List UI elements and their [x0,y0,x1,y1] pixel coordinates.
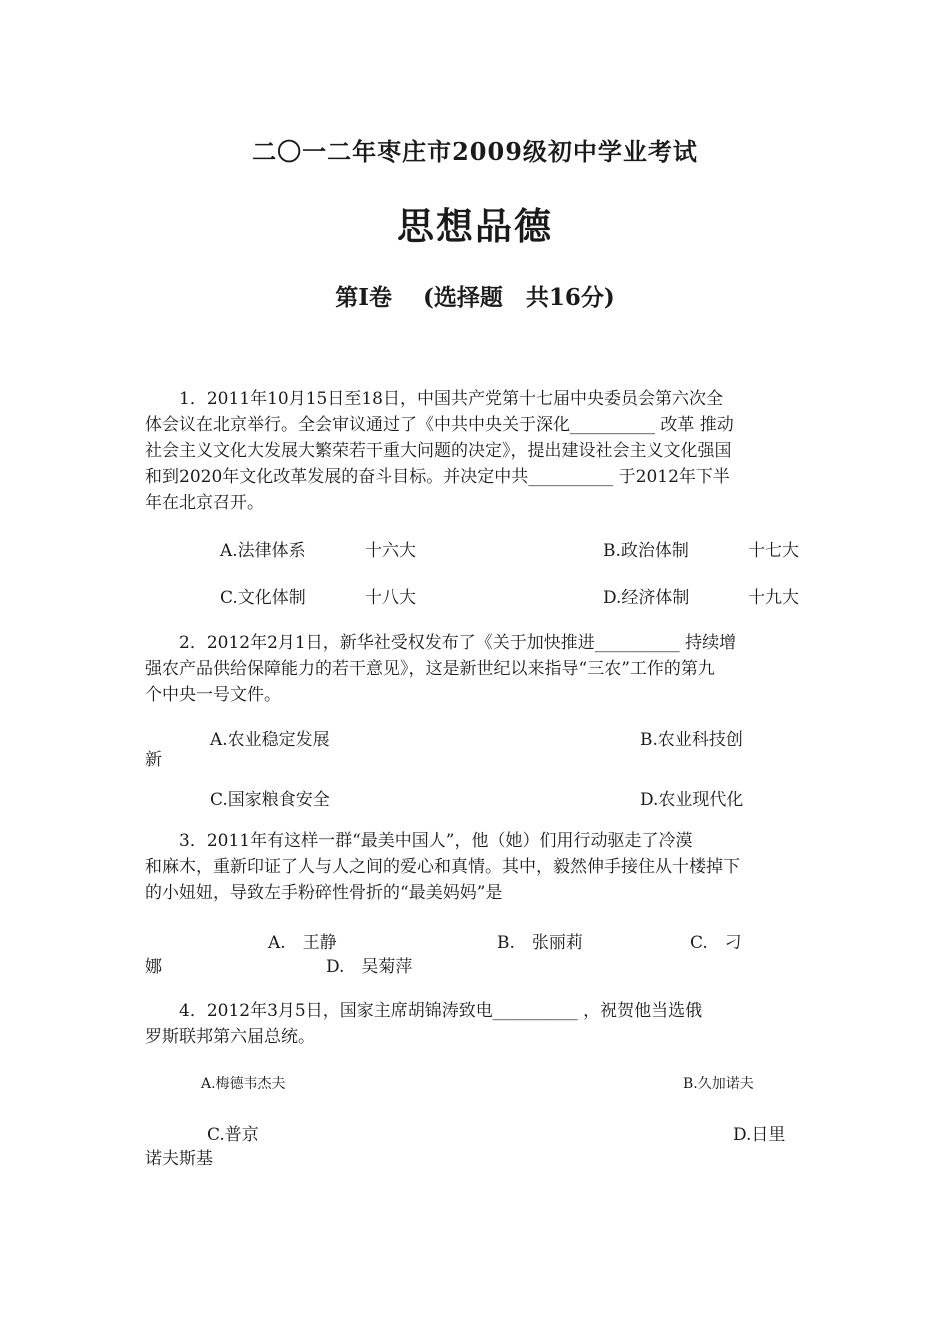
section-title: 第Ⅰ卷 (选择题 共16分) [335,284,615,311]
q1-option-d[interactable]: D.经济体制 [603,588,690,608]
question-2 [145,630,810,708]
q1-option-d-extra: 十九大 [748,588,799,608]
question-2-line: 强农产品供给保障能力的若干意见》，这是新世纪以来指导“三农”工作的第九 [145,659,715,679]
q1-option-c[interactable]: C.文化体制 [220,588,306,608]
question-3-line: 3．2011年有这样一群“最美中国人”，他（她）们用行动驱走了冷漠 [145,831,693,851]
q3-option-a[interactable]: A. 王静 [268,933,337,953]
question-1-line: 和到2020年文化改革发展的奋斗目标。并决定中共__________ 于2012年下半 [145,467,730,487]
question-1-line: 年在北京召开。 [145,493,264,513]
question-1-line: 体会议在北京举行。全会审议通过了《中共中央关于深化__________ 改革 推动 [145,415,734,435]
q1-option-b[interactable]: B.政治体制 [603,541,689,561]
question-3-line: 和麻木，重新印证了人与人之间的爱心和真情。其中，毅然伸手接住从十楼掉下 [145,857,740,877]
q4-option-c[interactable]: C.普京 [207,1125,259,1145]
q1-option-c-extra: 十八大 [365,588,416,608]
q3-option-b[interactable]: B. 张丽莉 [497,933,583,953]
question-3 [145,828,810,906]
q1-option-b-extra: 十七大 [748,541,799,561]
question-4 [145,998,810,1050]
q2-option-b[interactable]: B.农业科技创 [640,730,743,750]
question-1-line: 1．2011年10月15日至18日，中国共产党第十七届中央委员会第六次全 [145,389,723,409]
exam-title: 二〇一二年枣庄市2009级初中学业考试 [252,137,698,166]
q1-option-a[interactable]: A.法律体系 [220,541,306,561]
q4-option-d[interactable]: D.日里 [733,1125,786,1145]
subject-title: 思想品德 [397,204,553,248]
question-2-line: 个中央一号文件。 [145,685,281,705]
question-1 [145,386,810,516]
question-2-line: 2．2012年2月1日，新华社受权发布了《关于加快推进__________ 持续增 [145,633,737,653]
q2-option-d[interactable]: D.农业现代化 [640,790,744,810]
q3-option-c[interactable]: C. 刁 [690,933,742,953]
q3-option-d[interactable]: D. 吴菊萍 [326,957,413,977]
q4-option-b[interactable]: B.久加诺夫 [683,1076,754,1092]
q2-option-b-wrap: 新 [145,750,162,770]
question-4-line: 罗斯联邦第六届总统。 [145,1027,315,1047]
question-4-line: 4．2012年3月5日，国家主席胡锦涛致电__________ ，祝贺他当选俄 [145,1001,703,1021]
q4-option-a[interactable]: A.梅德韦杰夫 [201,1076,286,1092]
q4-option-d-wrap: 诺夫斯基 [145,1149,213,1169]
q2-option-a[interactable]: A.农业稳定发展 [210,730,330,750]
q2-option-c[interactable]: C.国家粮食安全 [210,790,330,810]
question-3-line: 的小妞妞，导致左手粉碎性骨折的“最美妈妈”是 [145,883,503,903]
q3-option-c-wrap: 娜 [145,957,162,977]
question-1-line: 社会主义文化大发展大繁荣若干重大问题的决定》，提出建设社会主义文化强国 [145,441,732,461]
q1-option-a-extra: 十六大 [365,541,416,561]
